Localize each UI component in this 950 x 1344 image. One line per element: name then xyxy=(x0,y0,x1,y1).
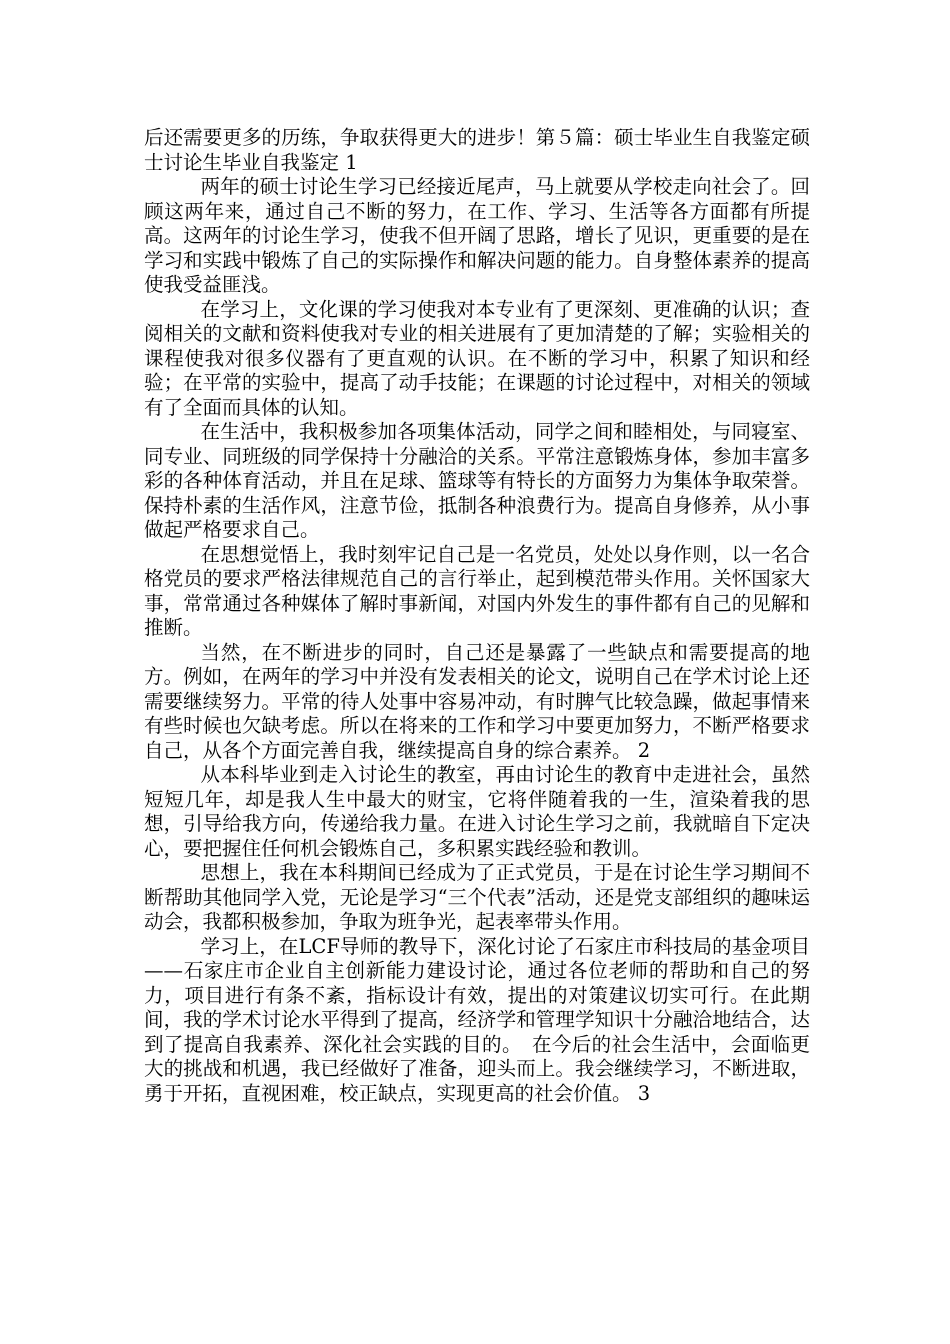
paragraph-graduation: 从本科毕业到走入讨论生的教室，再由讨论生的教育中走进社会，虽然短短几年，却是我人生中最大的财宝，它将伴随着我的一生，渲染着我的思想，引导给我方向，传递给我力量。在进入讨论生学习之前，我就暗自下定决心，要把握住任何机会锻炼自己，多积累实践经验和教训。 xyxy=(144,763,810,860)
paragraph-intro: 两年的硕士讨论生学习已经接近尾声，马上就要从学校走向社会了。回顾这两年来，通过自己不断的努力，在工作、学习、生活等各方面都有所提高。这两年的讨论生学习，使我不但开阔了思路，增长了见识，更重要的是在学习和实践中锻炼了自己的实际操作和解决问题的能力。自身整体素养的提高使我受益匪浅。 xyxy=(144,175,810,296)
paragraph-thought: 思想上，我在本科期间已经成为了正式党员，于是在讨论生学习期间不断帮助其他同学入党，无论是学习“三个代表”活动，还是党支部组织的趣味运动会，我都积极参加，争取为班争光，起表率带头作用。 xyxy=(144,861,810,933)
paragraph-study: 在学习上，文化课的学习使我对本专业有了更深刻、更准确的认识；查阅相关的文献和资料使我对专业的相关进展有了更加清楚的了解；实验相关的课程使我对很多仪器有了更直观的认识。在不断的学习中，积累了知识和经验；在平常的实验中，提高了动手技能；在课题的讨论过程中，对相关的领域有了全面而具体的认知。 xyxy=(144,297,810,419)
paragraph-continuation: 后还需要更多的历练，争取获得更大的进步！第５篇：硕士毕业生自我鉴定硕士讨论生毕业自我鉴定 1 xyxy=(144,126,810,174)
document-page xyxy=(144,126,810,1106)
paragraph-shortcomings: 当然，在不断进步的同时，自己还是暴露了一些缺点和需要提高的地方。例如，在两年的学习中并没有发表相关的论文，说明自己在学术讨论上还需要继续努力。平常的待人处事中容易冲动，有时脾气比较急躁，做起事情来有些时候也欠缺考虑。所以在将来的工作和学习中要更加努力，不断严格要求自己，从各个方面完善自我，继续提高自身的综合素养。 2 xyxy=(144,640,810,762)
paragraph-learning: 学习上，在LCF导师的教导下，深化讨论了石家庄市科技局的基金项目——石家庄市企业自主创新能力建设讨论，通过各位老师的帮助和自己的努力，项目进行有条不紊，指标设计有效，提出的对策建议切实可行。在此期间，我的学术讨论水平得到了提高，经济学和管理学知识十分融洽地结合，达到了提高自我素养、深化社会实践的目的。 在今后的社会生活中，会面临更大的挑战和机遇，我已经做好了准备，迎头而上。我会继续学习，不断进取，勇于开拓，直视困难，校正缺点，实现更高的社会价值。 3 xyxy=(144,934,810,1105)
paragraph-life: 在生活中，我积极参加各项集体活动，同学之间和睦相处，与同寝室、同专业、同班级的同学保持十分融洽的关系。平常注意锻炼身体，参加丰富多彩的各种体育活动，并且在足球、篮球等有特长的方面努力为集体争取荣誉。保持朴素的生活作风，注意节俭，抵制各种浪费行为。提高自身修养，从小事做起严格要求自己。 xyxy=(144,420,810,541)
paragraph-ideology: 在思想觉悟上，我时刻牢记自己是一名党员，处处以身作则，以一名合格党员的要求严格法律规范自己的言行举止，起到模范带头作用。关怀国家大事，常常通过各种媒体了解时事新闻，对国内外发生的事件都有自己的见解和推断。 xyxy=(144,542,810,639)
